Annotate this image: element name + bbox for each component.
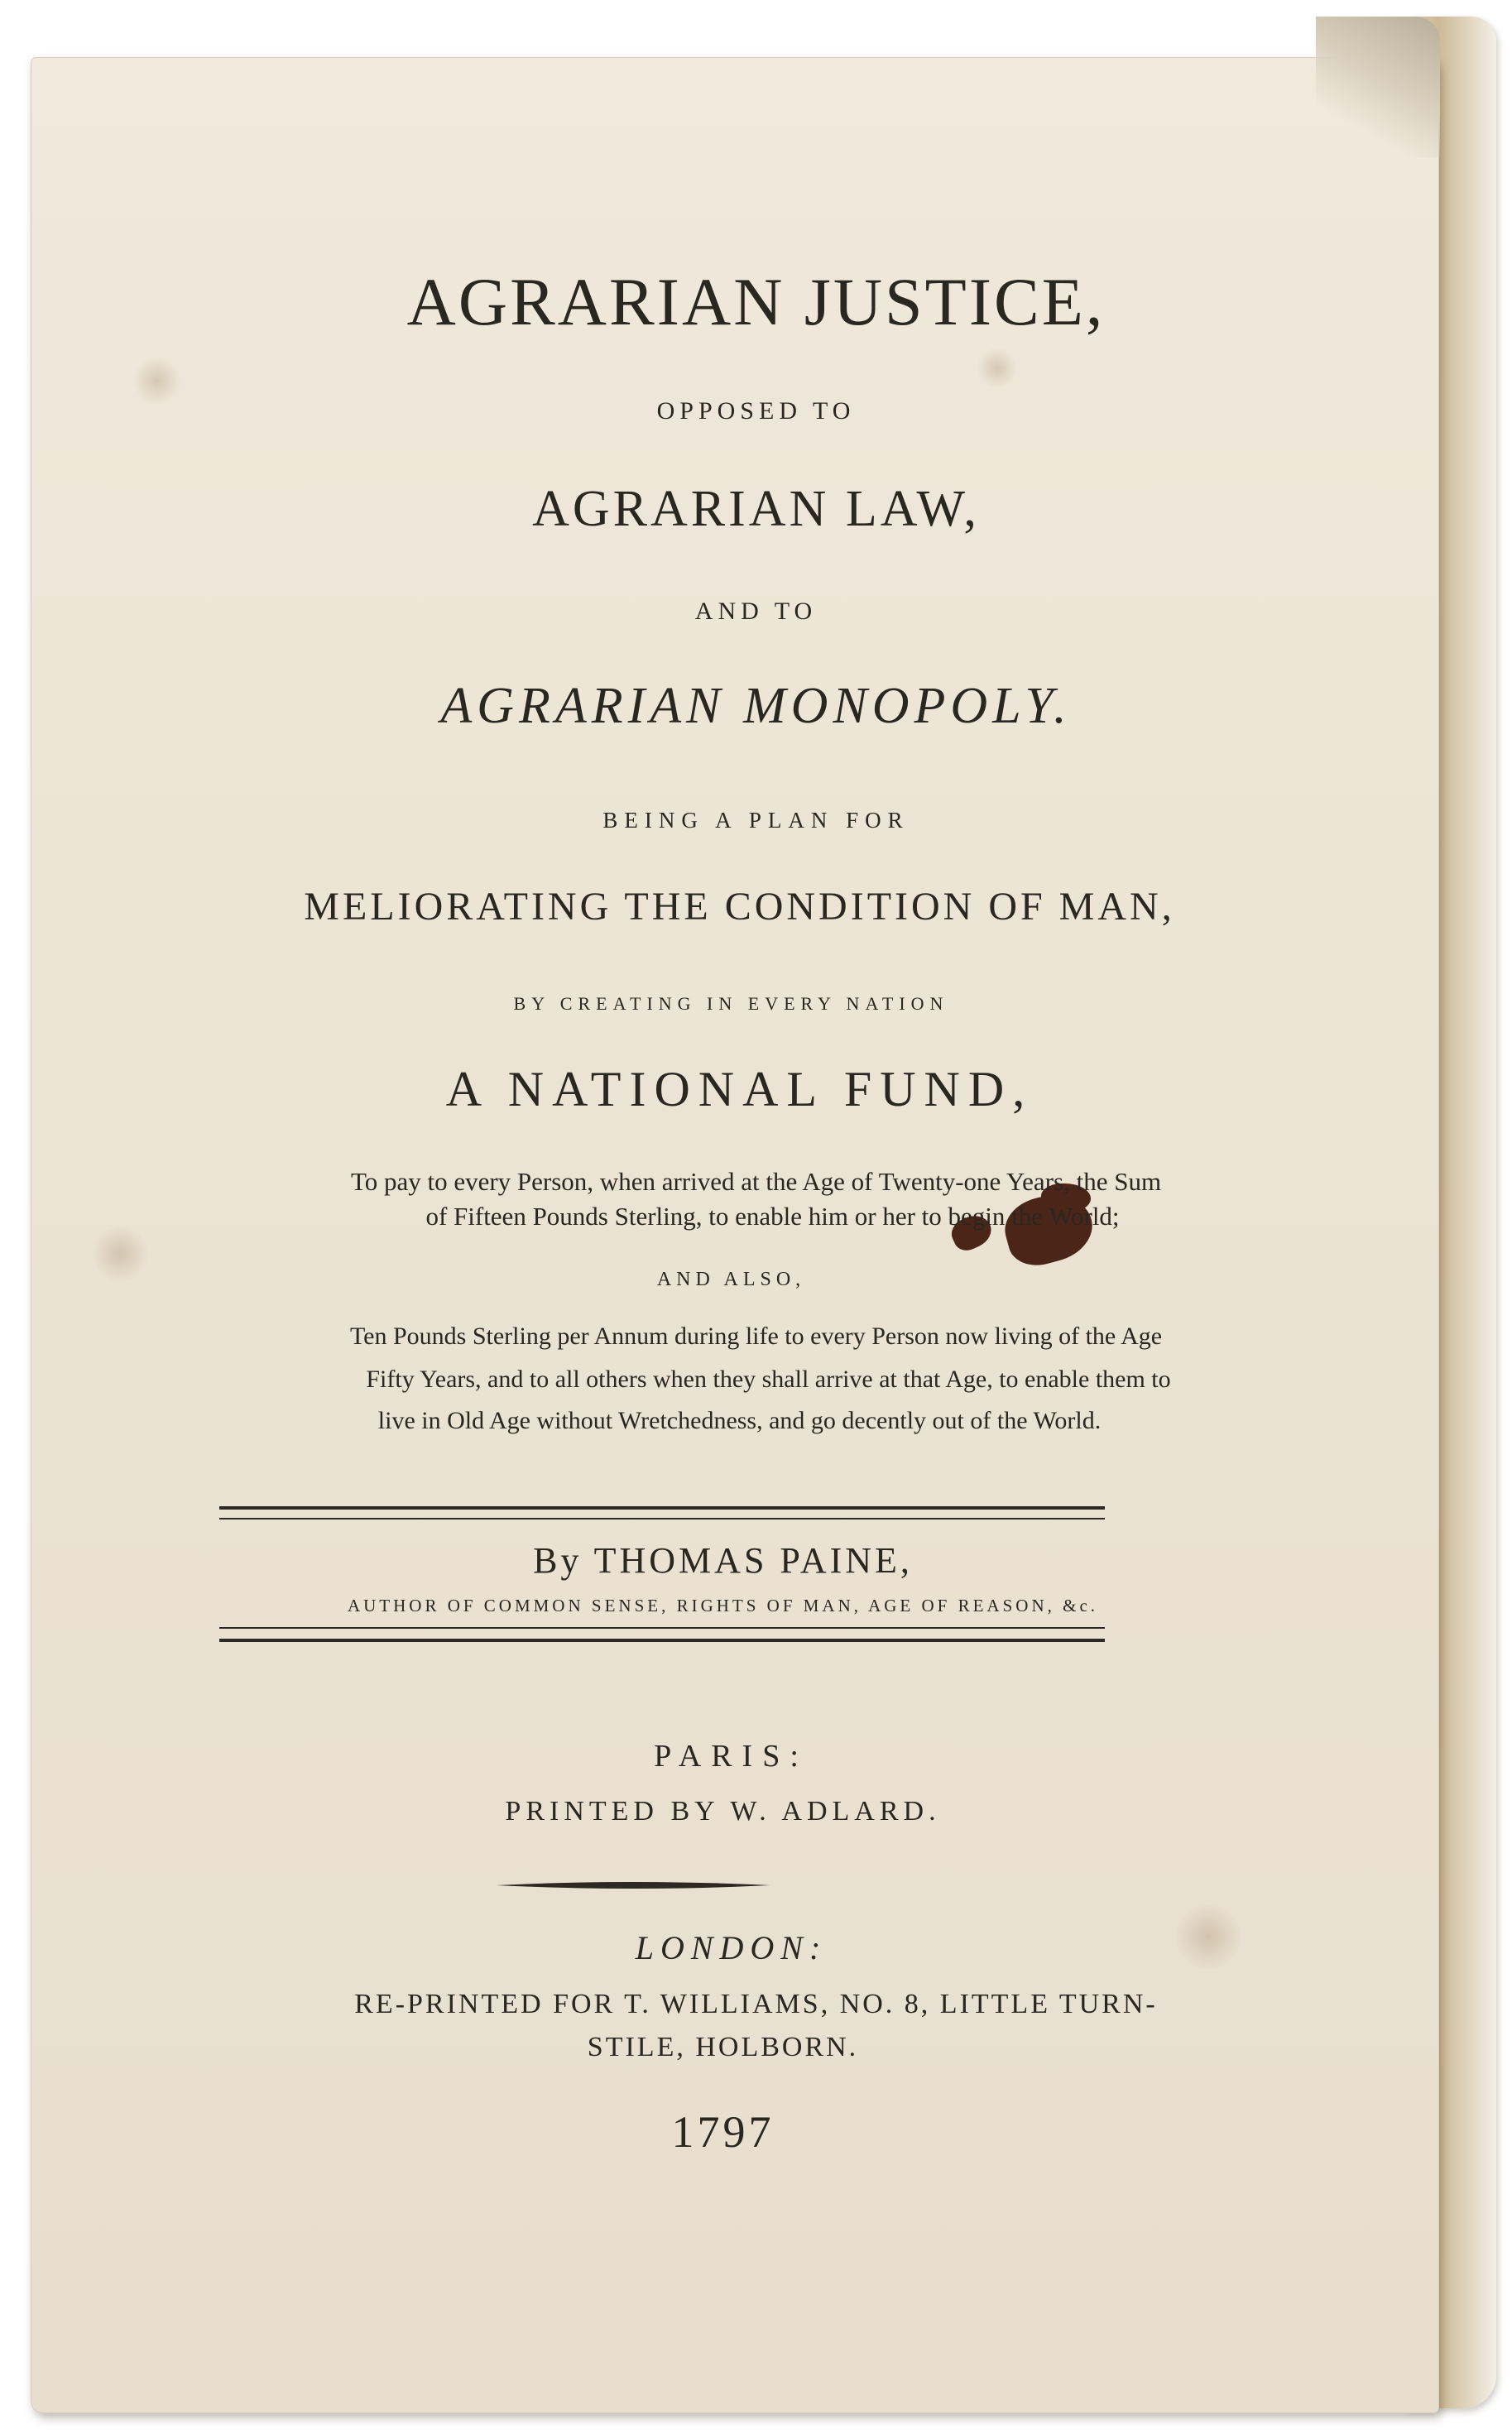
worn-corner bbox=[1316, 17, 1440, 157]
author-credits: AUTHOR OF COMMON SENSE, RIGHTS OF MAN, AGE OF REASON, &c. bbox=[347, 1596, 1099, 1615]
imprint-printed-by: PRINTED BY W. ADLARD. bbox=[505, 1796, 941, 1827]
imprint-reprinted-line1: RE-PRINTED FOR T. WILLIAMS, NO. 8, LITTLE TURN- bbox=[354, 1989, 1158, 2019]
imprint-city-paris: PARIS: bbox=[654, 1739, 809, 1774]
ornamental-rule bbox=[497, 1880, 770, 1890]
double-rule-top bbox=[219, 1506, 1105, 1510]
meliorating-title: MELIORATING THE CONDITION OF MAN, bbox=[304, 885, 1175, 929]
author-byline: By THOMAS PAINE, bbox=[533, 1540, 913, 1581]
body-para2-line3: live in Old Age without Wretchedness, and go decently out of the World. bbox=[377, 1407, 1102, 1434]
and-also-label: AND ALSO, bbox=[656, 1269, 806, 1290]
foxing-spot bbox=[977, 348, 1018, 389]
national-fund-title: A NATIONAL FUND, bbox=[445, 1062, 1034, 1116]
body-para2-line1: Ten Pounds Sterling per Annum during life to every Person now living of the Age bbox=[349, 1323, 1163, 1350]
double-rule-top-thin bbox=[219, 1518, 1105, 1519]
main-title: AGRARIAN JUSTICE, bbox=[406, 264, 1106, 339]
agrarian-monopoly-title: AGRARIAN MONOPOLY. bbox=[440, 678, 1072, 734]
imprint-city-london: LONDON: bbox=[635, 1929, 828, 1966]
being-a-plan-label: BEING A PLAN FOR bbox=[602, 808, 910, 833]
body-para2-line2: Fifty Years, and to all others when they shall arrive at that Age, to enable them to bbox=[366, 1366, 1171, 1393]
body-para1-line2: of Fifteen Pounds Sterling, to enable him or her to begin the World; bbox=[425, 1202, 1120, 1231]
by-creating-label: BY CREATING IN EVERY NATION bbox=[513, 993, 949, 1014]
double-rule-bottom bbox=[219, 1639, 1105, 1642]
agrarian-law-title: AGRARIAN LAW, bbox=[532, 481, 980, 537]
opposed-to-label: OPPOSED TO bbox=[656, 397, 856, 425]
body-para1-line1: To pay to every Person, when arrived at the Age of Twenty-one Years, the Sum bbox=[350, 1167, 1162, 1196]
imprint-year: 1797 bbox=[671, 2107, 775, 2157]
and-to-label: AND TO bbox=[694, 598, 818, 625]
imprint-reprinted-line2: STILE, HOLBORN. bbox=[587, 2032, 859, 2062]
double-rule-bottom-thin bbox=[219, 1627, 1105, 1629]
